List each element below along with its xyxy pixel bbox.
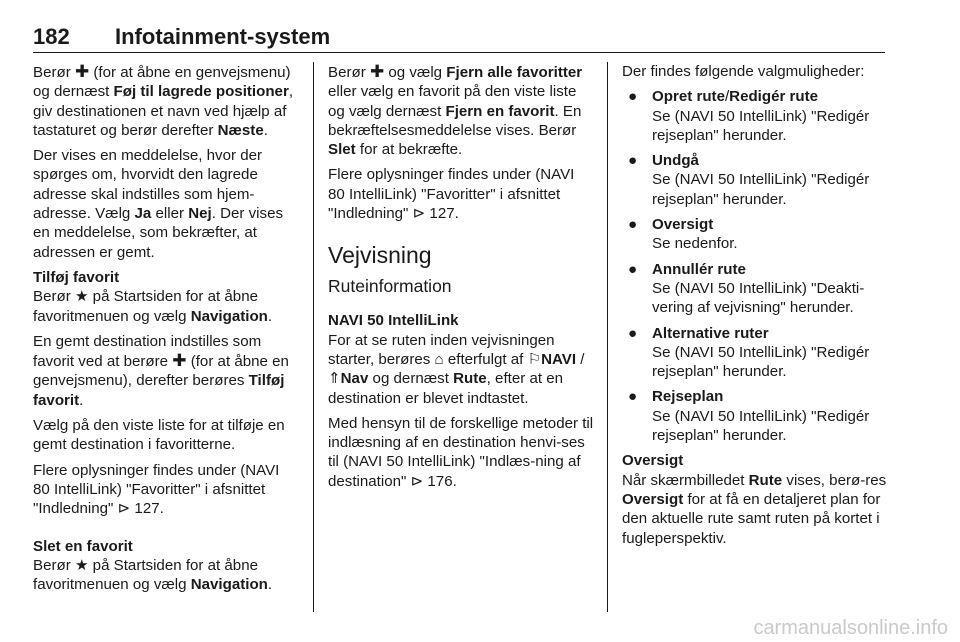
paragraph: Flere oplysninger findes under (NAVI 80 IntelliLink) "Favoritter" i afsnittet "Indledning" ⊳ 127.: [33, 461, 280, 518]
page-ref-icon: ⊳: [412, 205, 426, 223]
paragraph: Berør ✚ (for at åbne en genvejsmenu) og dernæst Føj til lagrede positioner, giv destinationen et navn ved hjælp af tastaturet og berør derefter Næste.: [33, 62, 294, 139]
list-item: ● Annullér rute Se (NAVI 50 IntelliLink) "Deakti-vering af vejvisning" herunder.: [628, 260, 865, 317]
star-icon: ★: [74, 288, 89, 306]
watermark: carmanualsonline.info: [753, 617, 948, 639]
page-title: Infotainment-system: [115, 24, 331, 49]
paragraph: Der vises en meddelelse, hvor der spørges om, hvorvidt den lagrede adresse skal indstilles som hjem-adresse. Vælg Ja eller Nej. Der vises en meddelelse, som bekræfter, at adressen er gemt.: [33, 147, 284, 261]
options-list: [622, 87, 888, 445]
paragraph: Berør ★ på Startsiden for at åbne favoritmenuen og vælg Navigation.: [33, 556, 273, 594]
page-ref-icon: ⊳: [117, 500, 131, 518]
bullet-icon: ●: [628, 216, 638, 234]
page-ref-icon: ⊳: [410, 472, 424, 490]
flag-icon: ⚐: [527, 350, 542, 368]
page-header: [33, 22, 885, 53]
column-3: [622, 62, 888, 554]
list-item: ● Alternative ruter Se (NAVI 50 IntelliLink) "Redigér rejseplan" herunder.: [628, 324, 870, 381]
list-item: ● Opret rute/Redigér rute Se (NAVI 50 IntelliLink) "Redigér rejseplan" herunder.: [628, 88, 870, 144]
list-item: ● Undgå Se (NAVI 50 IntelliLink) "Redigér rejseplan" herunder.: [628, 152, 870, 208]
plus-icon: ✚: [74, 62, 90, 81]
list-item: ● Rejseplan Se (NAVI 50 IntelliLink) "Redigér rejseplan" herunder.: [628, 388, 870, 445]
paragraph: Flere oplysninger findes under (NAVI 80 IntelliLink) "Favoritter" i afsnittet "Indledning" ⊳ 127.: [328, 166, 575, 223]
section-heading: Vejvisning: [328, 242, 432, 269]
heading-navi50: NAVI 50 IntelliLink: [328, 312, 459, 330]
bullet-icon: ●: [628, 388, 638, 406]
heading-overview: Oversigt: [622, 452, 684, 470]
column-divider: [607, 62, 608, 612]
list-item: ● Oversigt Se nedenfor.: [628, 216, 738, 253]
paragraph: Berør ✚ og vælg Fjern alle favoritter eller vælg en favorit på den viste liste og vælg dernæst Fjern en favorit. En bekræftelsesmeddelelse vises. Berør Slet for at bekræfte.: [328, 62, 583, 159]
plus-icon: ✚: [369, 62, 385, 81]
paragraph: Når skærmbilledet Rute vises, berø-res Oversigt for at få en detaljeret plan for den aktuelle rute samt ruten på kortet i fugleperspektiv.: [622, 471, 887, 547]
home-icon: ⌂: [434, 350, 444, 368]
paragraph: Der findes følgende valgmuligheder:: [622, 63, 865, 80]
bullet-icon: ●: [628, 324, 638, 342]
paragraph: For at se ruten inden vejvisningen starter, berøres ⌂ efterfulgt af ⚐NAVI / ⇑Nav og dernæst Rute, efter at en destination er blevet indtastet.: [328, 331, 585, 407]
paragraph: Med hensyn til de forskellige metoder til indlæsning af en destination henvi-ses til (NAVI 50 IntelliLink) "Indlæs-ning af destination" ⊳ 176.: [328, 414, 594, 490]
subsection-heading: Ruteinformation: [328, 276, 452, 297]
nav-arrow-icon: ⇑: [328, 370, 341, 388]
heading-delete-favorite: Slet en favorit: [33, 537, 133, 555]
column-1: [33, 62, 299, 600]
paragraph: Berør ★ på Startsiden for at åbne favoritmenuen og vælg Navigation.: [33, 288, 273, 325]
heading-add-favorite: Tilføj favorit: [33, 268, 120, 286]
plus-icon: ✚: [172, 351, 187, 371]
bullet-icon: ●: [628, 260, 638, 278]
column-divider: [313, 62, 314, 612]
column-2: [328, 62, 594, 497]
star-icon: ★: [74, 556, 89, 574]
paragraph: En gemt destination indstilles som favorit ved at berøre ✚ (for at åbne en genvejsmenu), derefter berøres Tilføj favorit.: [33, 332, 289, 409]
bullet-icon: ●: [628, 152, 638, 170]
bullet-icon: ●: [628, 88, 638, 106]
paragraph: Vælg på den viste liste for at tilføje en gemt destination i favoritterne.: [33, 417, 285, 454]
page-number: 182: [33, 24, 70, 49]
